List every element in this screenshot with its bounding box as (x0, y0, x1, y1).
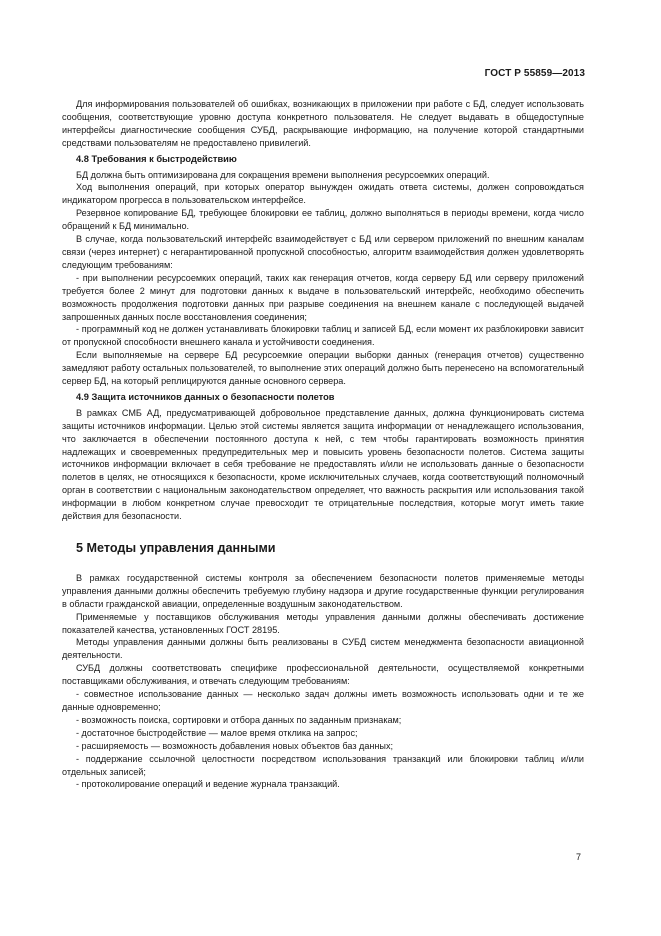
paragraph: Методы управления данными должны быть реализованы в СУБД систем менеджмента безопасности авиационной деятельности. (62, 637, 584, 661)
page-body (62, 98, 584, 791)
section-heading: 4.8 Требования к быстродействию (76, 153, 237, 164)
list-item: - протоколирование операций и ведение журнала транзакций. (76, 779, 340, 790)
paragraph: СУБД должны соответствовать специфике профессиональной деятельности, осуществляемой конкретными поставщиками обслуживания, и отвечать следующим требованиям: (62, 663, 584, 687)
list-item: - совместное использование данных — несколько задач должны иметь возможность использовать одни и те же данные одновременно; (62, 689, 584, 712)
paragraph: Резервное копирование БД, требующее блокировки ее таблиц, должно выполняться в периоды времени, когда число обращений к БД минимально. (62, 208, 584, 232)
list-item: - поддержание ссылочной целостности посредством использования транзакций или блокировки таблиц и/или отдельных записей; (62, 753, 584, 777)
paragraph: Применяемые у поставщиков обслуживания методы управления данными должны обеспечивать достижение показателей качества, установленных ГОСТ 28195. (62, 611, 584, 635)
document-number: ГОСТ Р 55859—2013 (484, 68, 585, 79)
list-item: - возможность поиска, сортировки и отбора данных по заданным признакам; (76, 714, 402, 725)
paragraph: В рамках государственной системы контроля за обеспечением безопасности полетов применяемые методы управления данными должны обеспечить требуемую глубину надзора и другие государственные функции регулирования в области гражданской авиации, определенные воздушным законодательством. (62, 572, 584, 609)
list-item: - расширяемость — возможность добавления новых объектов баз данных; (76, 740, 394, 751)
paragraph: БД должна быть оптимизирована для сокращения времени выполнения ресурсоемких операций. (76, 169, 490, 180)
paragraph: В рамках СМБ АД, предусматривающей добровольное представление данных, должна функционировать система защиты источников информации. Целью этой системы является защита информации от ненадлежащего использования, что заключается в обеспечении постоянного доступа к ней, с тем чтобы гарантировать возможность принятия надлежащих и своевременных предупредительных мер и повысить уровень безопасности полетов. Система защиты источников информации включает в себя требование не предоставлять и/или не использовать данные о безопасности полетов в целях, не относящихся к безопасности, кроме исключительных случаев, когда соответствующий полномочный орган в соответствии с национальным законодательством определяет, что важность раскрытия или использования такой информации в любом конкретном случае превосходит те отрицательные последствия, которые могут иметь такие действия для безопасности. (62, 407, 584, 522)
paragraph: Ход выполнения операций, при которых оператор вынужден ожидать ответа системы, должен сопровождаться индикатором прогресса в пользовательском интерфейсе. (62, 182, 584, 206)
paragraph: В случае, когда пользовательский интерфейс взаимодействует с БД или сервером приложений по внешним каналам связи (через интернет) с негарантированной пропускной способностью, алгоритм взаимодействия должен удовлетворять следующим требованиям: (62, 234, 584, 270)
list-item: - при выполнении ресурсоемких операций, таких как генерация отчетов, когда серверу БД или серверу приложений требуется более 2 минут для подготовки данных к выдаче в пользовательский интерфейс, необходимо обеспечить возможность продолжения подготовки данных при разрыве соединения на внешнем канале с последующей выдачей запрошенных данных после восстановления соединения; (62, 272, 584, 322)
page-number: 7 (575, 852, 581, 862)
paragraph: Если выполняемые на сервере БД ресурсоемкие операции выборки данных (генерация отчетов) существенно замедляют работу остальных пользователей, то выполнение этих операций должно быть перенесено на вспомогательный сервер БД, на который реплицируются данные основного сервера. (62, 350, 585, 387)
paragraph: Для информирования пользователей об ошибках, возникающих в приложении при работе с БД, следует использовать сообщения, соответствующие уровню доступа конкретного пользователя. Не следует выдавать в общедоступные интерфейсы диагностические сообщения СУБД, раскрывающие информацию, на получение которой стандартными средствами пользователям не предоставлено привилегий. (62, 99, 584, 148)
chapter-heading: 5 Методы управления данными (76, 541, 276, 555)
section-heading: 4.9 Защита источников данных о безопасности полетов (76, 391, 335, 402)
list-item: - программный код не должен устанавливать блокировки таблиц и записей БД, если момент их разблокировки зависит от пропускной способности внешнего канала и устойчивости соединения. (62, 324, 584, 348)
list-item: - достаточное быстродействие — малое время отклика на запрос; (76, 727, 358, 738)
